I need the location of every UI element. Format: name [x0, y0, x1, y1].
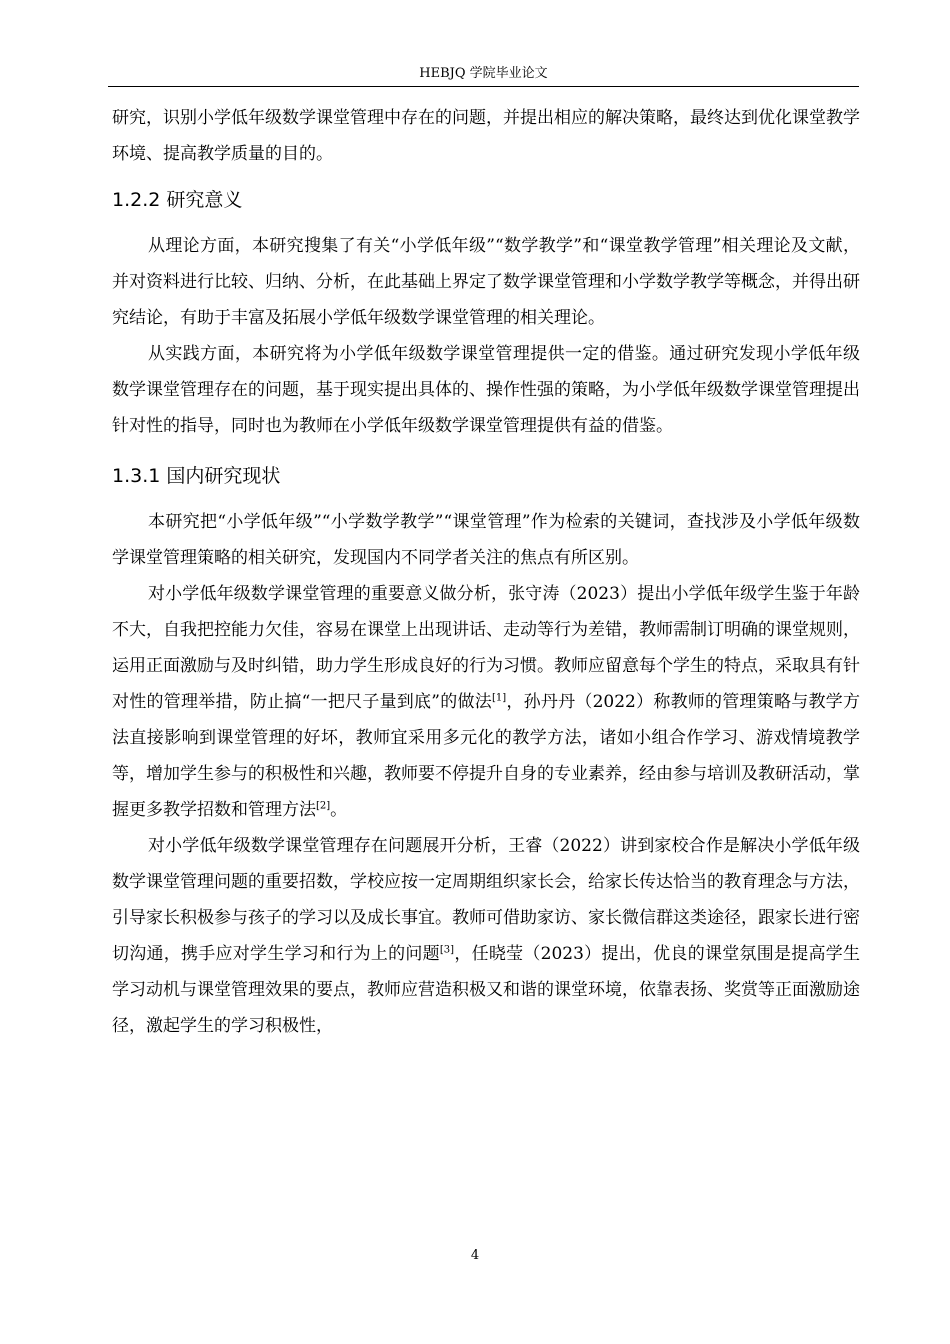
paragraph-practice: 从实践方面，本研究将为小学低年级数学课堂管理提供一定的借鉴。通过研究发现小学低年级数学课堂管理存在的问题，基于现实提出具体的、操作性强的策略，为小学低年级数学课堂管理提出针对性的指导，同时也为教师在小学低年级数学课堂管理提供有益的借鉴。: [112, 344, 860, 436]
paragraph-problems: [112, 828, 860, 1044]
paragraph-keywords: 本研究把“小学低年级”“小学数学教学”“课堂管理”作为检索的关键词，查找涉及小学低年级数学课堂管理策略的相关研究，发现国内不同学者关注的焦点有所区别。: [112, 512, 860, 568]
page-header: HEBJQ 学院毕业论文: [108, 62, 859, 87]
paragraph-text: ，任晓莹（2023）提出，优良的课堂氛围是提高学生学习动机与课堂管理效果的要点，教师应营造积极又和谐的课堂环境，依靠表扬、奖赏等正面激励途径，激起学生的学习积极性，: [112, 944, 861, 1036]
citation-ref-2: [2]: [316, 800, 331, 812]
paragraph-text: ，孙丹丹（2022）称教师的管理策略与教学方法直接影响到课堂管理的好坏，教师宜采用多元化的教学方法，诸如小组合作学习、游戏情境教学等，增加学生参与的积极性和兴趣，教师要不停提升自身的专业素养，经由参与培训及教研活动，掌握更多教学招数和管理方法: [112, 692, 860, 820]
paragraph-text: 对小学低年级数学课堂管理存在问题展开分析，王睿（2022）讲到家校合作是解决小学低年级数学课堂管理问题的重要招数，学校应按一定周期组织家长会，给家长传达恰当的教育理念与方法，引导家长积极参与孩子的学习以及成长事宜。教师可借助家访、家长微信群这类途径，跟家长进行密切沟通，携手应对学生学习和行为上的问题: [112, 836, 860, 964]
paragraph-text: 对小学低年级数学课堂管理的重要意义做分析，张守涛（2023）提出小学低年级学生鉴于年龄不大，自我把控能力欠佳，容易在课堂上出现讲话、走动等行为差错，教师需制订明确的课堂规则，运用正面激励与及时纠错，助力学生形成良好的行为习惯。教师应留意每个学生的特点，采取具有针对性的管理举措，防止搞“一把尺子量到底”的做法: [112, 584, 860, 712]
citation-ref-1: [1]: [491, 692, 507, 704]
continuation-paragraph: 研究，识别小学低年级数学课堂管理中存在的问题，并提出相应的解决策略，最终达到优化课堂教学环境、提高教学质量的目的。: [112, 108, 860, 164]
section-heading-1-2-2: 1.2.2 研究意义: [112, 189, 243, 211]
page-body: [112, 100, 860, 1044]
citation-ref-3: [3]: [439, 944, 455, 956]
section-heading-1-3-1: 1.3.1 国内研究现状: [112, 465, 281, 487]
paragraph-text: 。: [330, 800, 348, 820]
paragraph-theory: 从理论方面，本研究搜集了有关“小学低年级”“数学教学”和“课堂教学管理”相关理论及文献，并对资料进行比较、归纳、分析，在此基础上界定了数学课堂管理和小学数学教学等概念，并得出研究结论，有助于丰富及拓展小学低年级数学课堂管理的相关理论。: [112, 236, 860, 328]
page-number: 4: [470, 1248, 480, 1263]
paragraph-significance: [112, 576, 860, 828]
